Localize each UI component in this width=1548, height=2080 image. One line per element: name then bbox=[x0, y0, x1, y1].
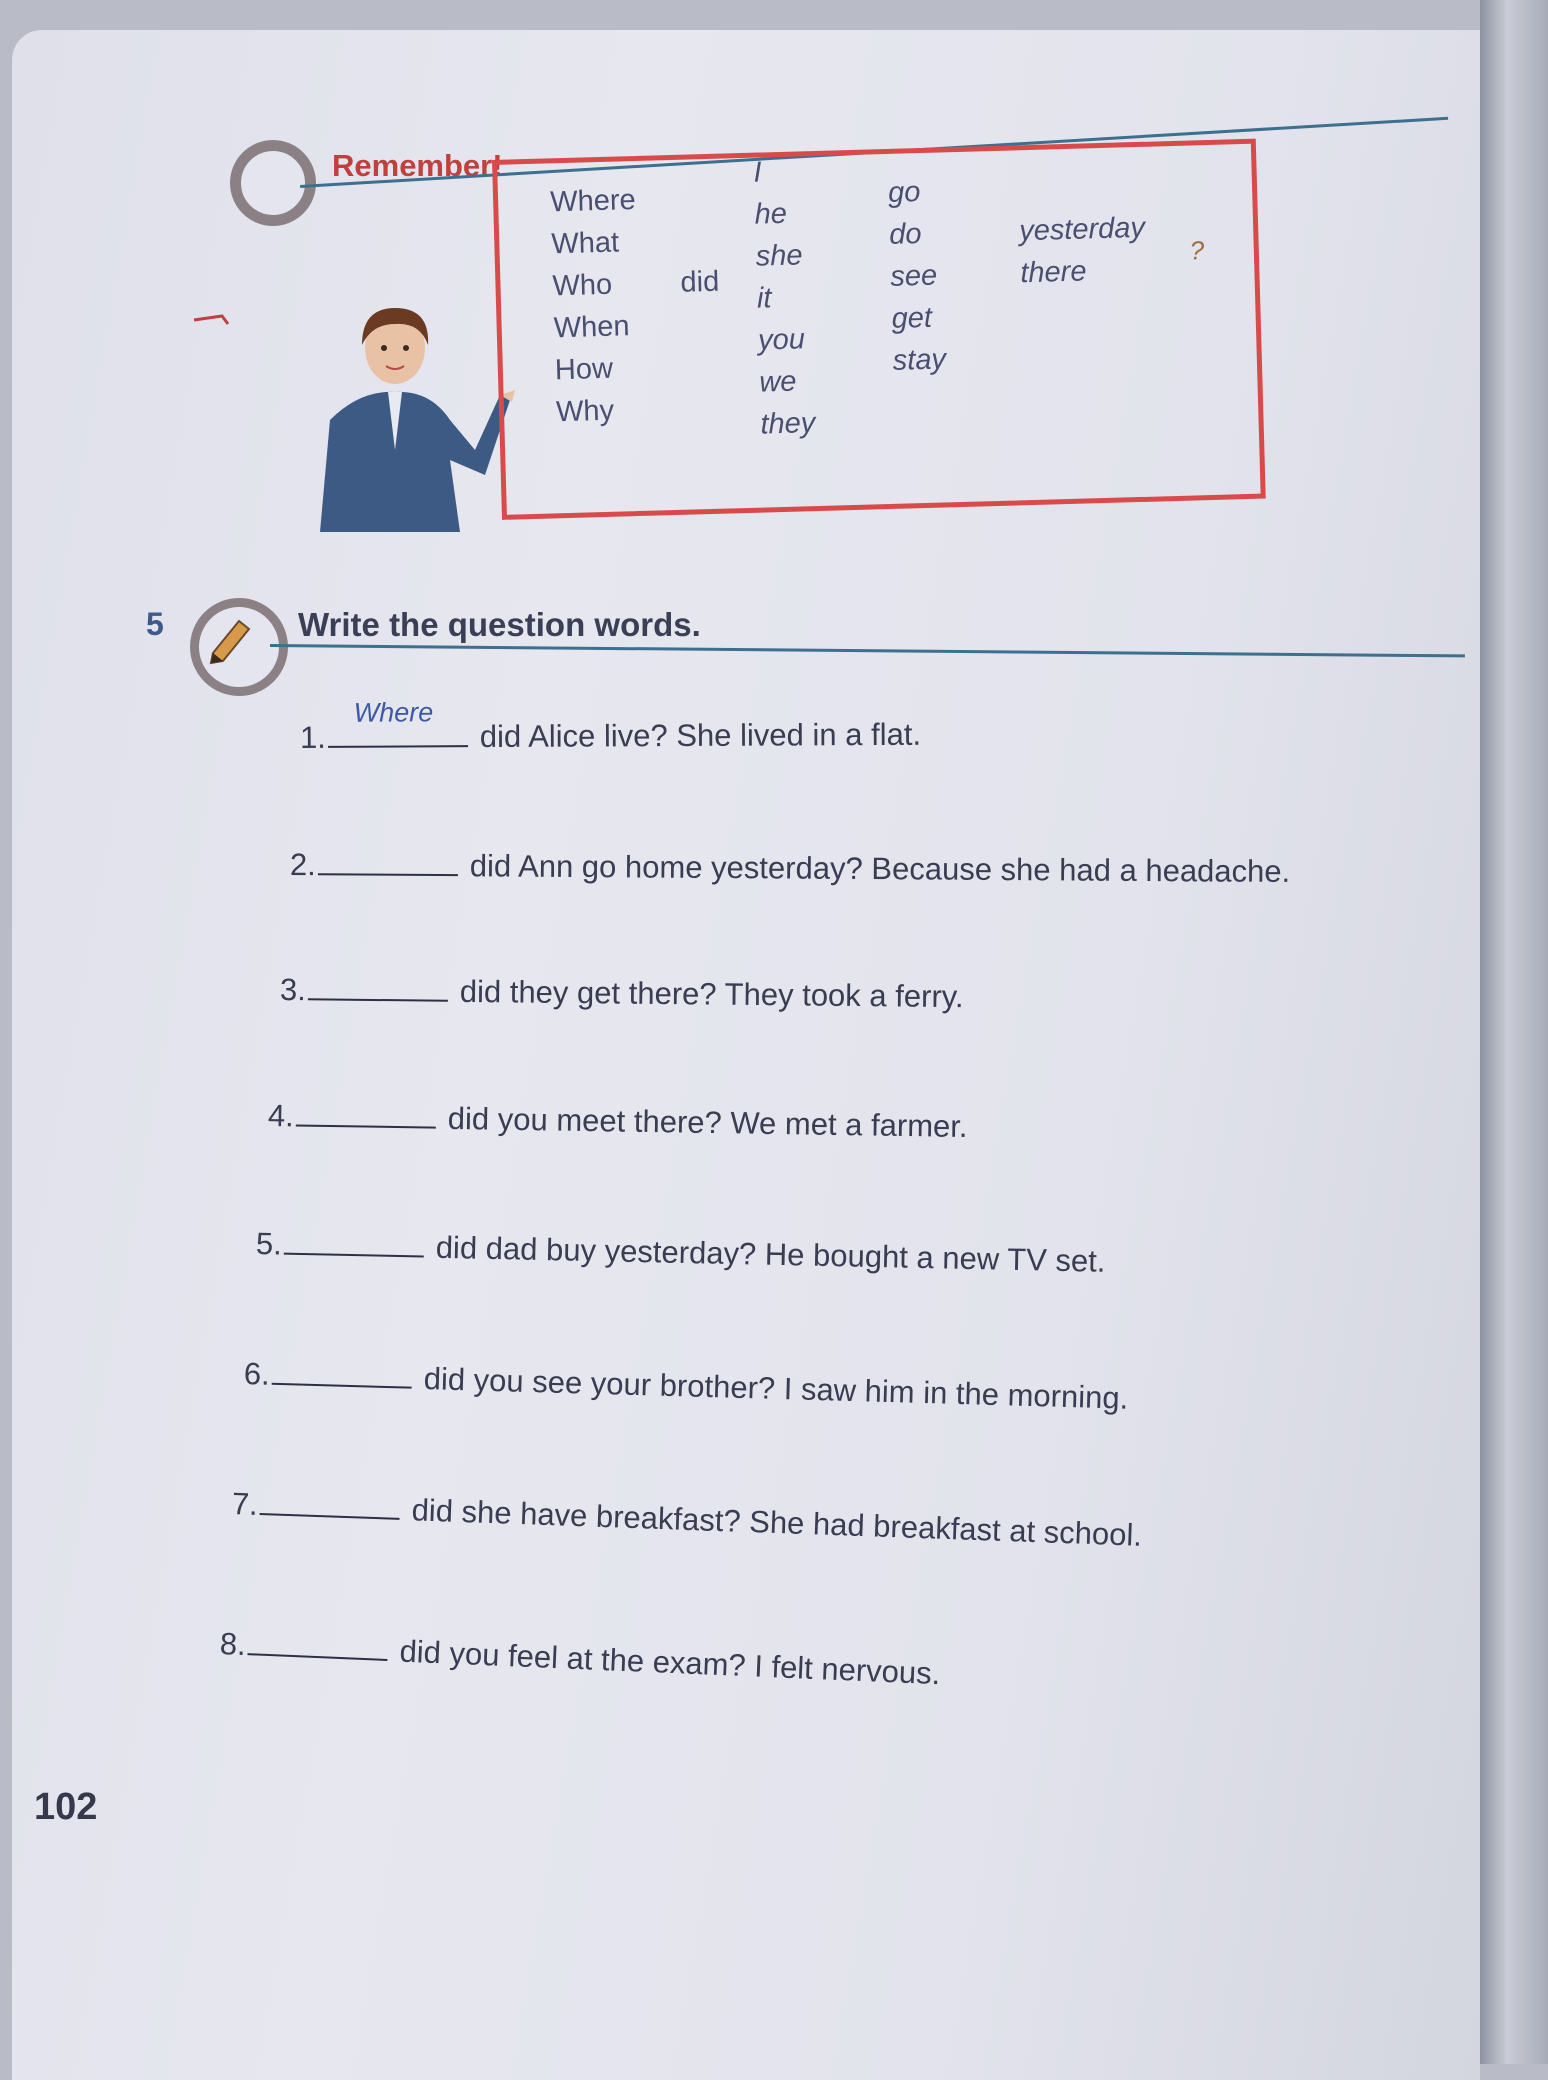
table-cell: I bbox=[753, 156, 762, 189]
table-cell: stay bbox=[892, 343, 947, 377]
verbs-column bbox=[887, 170, 946, 381]
question-words-column bbox=[550, 179, 642, 433]
question-text: did she have breakfast? She had breakfast at school. bbox=[411, 1492, 1143, 1553]
question-item bbox=[290, 843, 1291, 890]
answer-blank[interactable] bbox=[328, 697, 468, 748]
table-cell: there bbox=[1019, 255, 1087, 290]
question-number: 1. bbox=[299, 719, 326, 755]
table-cell: How bbox=[554, 352, 614, 387]
page-number: 102 bbox=[34, 1786, 98, 1828]
answer-blank[interactable] bbox=[272, 1353, 413, 1389]
question-number: 3. bbox=[279, 972, 307, 1008]
table-cell: see bbox=[889, 259, 938, 293]
table-cell: it bbox=[756, 282, 772, 315]
question-number: 7. bbox=[231, 1486, 259, 1522]
question-text: did Alice live? She lived in a flat. bbox=[479, 716, 922, 755]
question-text: did Ann go home yesterday? Because she had a headache. bbox=[469, 848, 1291, 889]
exercise-title: Write the question words. bbox=[298, 606, 701, 643]
question-text: did you feel at the exam? I felt nervous. bbox=[398, 1633, 941, 1692]
table-cell: Who bbox=[552, 268, 613, 303]
endings-column bbox=[1019, 207, 1147, 294]
answer-blank[interactable] bbox=[296, 1094, 436, 1128]
answer-text: Where bbox=[353, 697, 434, 728]
question-text: did you meet there? We met a farmer. bbox=[447, 1100, 968, 1144]
question-item bbox=[280, 968, 964, 1015]
table-cell: Why bbox=[555, 394, 615, 429]
remember-table bbox=[492, 139, 1266, 520]
remember-title: Remember! bbox=[332, 148, 503, 183]
table-cell: they bbox=[760, 407, 816, 441]
table-cell: did bbox=[680, 265, 720, 299]
answer-blank[interactable] bbox=[259, 1483, 400, 1520]
question-number: 2. bbox=[289, 847, 316, 883]
table-cell: he bbox=[754, 197, 788, 231]
table-cell: she bbox=[755, 239, 803, 273]
table-cell: When bbox=[553, 310, 630, 345]
exercise-number: 5 bbox=[146, 606, 164, 642]
question-text: did they get there? They took a ferry. bbox=[459, 973, 964, 1015]
remember-circle-icon bbox=[230, 140, 316, 226]
answer-blank[interactable] bbox=[318, 843, 458, 876]
question-mark: ? bbox=[1189, 235, 1205, 266]
table-cell: Where bbox=[549, 184, 637, 219]
table-cell: go bbox=[887, 176, 921, 209]
teacher-illustration bbox=[300, 300, 520, 532]
pen-mark-icon bbox=[192, 312, 232, 328]
question-number: 8. bbox=[219, 1626, 247, 1663]
question-number: 5. bbox=[255, 1226, 283, 1262]
auxiliary-column bbox=[680, 261, 720, 304]
table-cell: you bbox=[757, 323, 806, 357]
answer-blank[interactable] bbox=[308, 968, 448, 1001]
pronouns-column bbox=[753, 150, 816, 445]
question-number: 6. bbox=[243, 1356, 271, 1392]
question-number: 4. bbox=[267, 1098, 295, 1134]
table-cell: do bbox=[888, 218, 922, 251]
question-text: did dad buy yesterday? He bought a new TV set. bbox=[435, 1229, 1106, 1279]
table-cell: What bbox=[550, 226, 620, 261]
answer-blank[interactable] bbox=[247, 1623, 388, 1661]
answer-blank[interactable] bbox=[284, 1223, 425, 1258]
table-cell: we bbox=[758, 365, 797, 399]
question-item bbox=[299, 697, 922, 756]
table-cell: yesterday bbox=[1018, 211, 1146, 248]
table-cell: get bbox=[891, 301, 933, 335]
question-text: did you see your brother? I saw him in the morning. bbox=[423, 1361, 1129, 1416]
page-edge bbox=[1480, 0, 1548, 2064]
